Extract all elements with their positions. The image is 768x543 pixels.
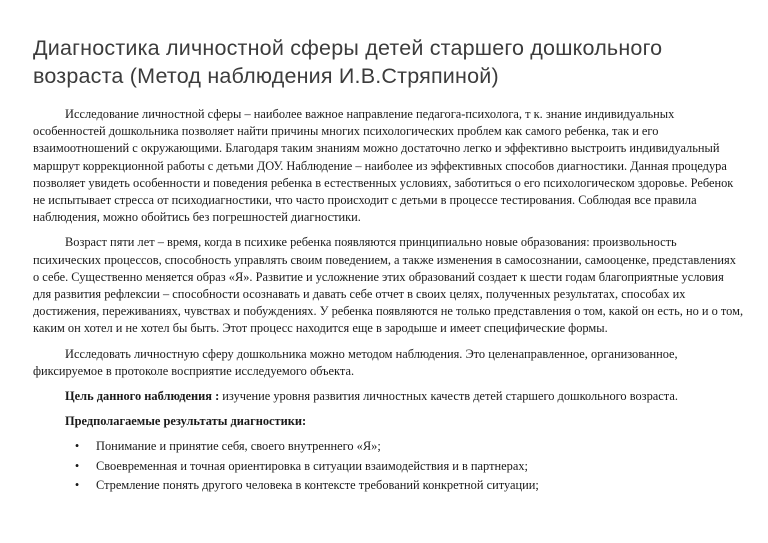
- list-item: [70, 477, 745, 494]
- results-list: [33, 438, 745, 494]
- bullet-icon: •: [74, 439, 80, 454]
- paragraph-method: Исследовать личностную сферу дошкольника можно методом наблюдения. Это целенаправленное, организованное, фиксируемое в протоколе восприятие исследуемого объекта.: [33, 346, 678, 378]
- paragraph-intro: Исследование личностной сферы – наиболее важное направление педагога-психолога, т к. знание индивидуальных особенностей дошкольника позволяет найти причины многих психологических проблем как самого ребенка, так и его взаимоотношений с окружающими. Благодаря таким знаниям можно достаточно легко и эффективно выстроить индивидуальный маршрут коррекционной работы с детьми ДОУ. Наблюдение – наиболее из эффективных способов диагностики. Данная процедура позволяет увидеть особенности и поведения ребенка в естественных условиях, заботиться о его психологическом здоровье. Ребенок не испытывает стресса от психодиагностики, что часто происходит с детьми в процессе тестирования. Соблюдая все правила наблюдения, можно обойтись без погрешностей диагностики.: [33, 107, 734, 225]
- list-item-text: Своевременная и точная ориентировка в ситуации взаимодействия и в партнерах;: [96, 458, 528, 473]
- list-item-text: Понимание и принятие себя, своего внутреннего «Я»;: [96, 439, 381, 454]
- paragraph-age: Возраст пяти лет – время, когда в психике ребенка появляются принципиально новые образования: произвольность психических процессов, способность управлять своим поведением, а также изменения в самосознании, самооценке, представлениях о себе. Существенно меняется образ «Я». Развитие и усложнение этих образований создает к шести годам благоприятные условия для развития рефлексии – способности осознавать и давать себе отчет в своих целях, полученных результатах, способах их достижения, переживаниях, чувствах и побуждениях. У ребенка появляются не только представления о том, какой он есть, но и о том, каким он хотел и не хотел бы быть. Этот процесс находится еще в зародыше и имеет специфические формы.: [33, 235, 744, 336]
- document-body: [33, 106, 745, 496]
- goal-label: Цель данного наблюдения :: [65, 389, 220, 404]
- goal-text: изучение уровня развития личностных качеств детей старшего дошкольного возраста.: [219, 389, 678, 404]
- page-title: Диагностика личностной сферы детей старшего дошкольного возраста (Метод наблюдения И.В.Стряпиной): [33, 36, 663, 88]
- goal-paragraph: [33, 388, 745, 405]
- bullet-icon: •: [74, 458, 80, 473]
- bullet-icon: •: [74, 477, 80, 492]
- list-item-text: Стремление понять другого человека в контексте требований конкретной ситуации;: [96, 477, 539, 492]
- results-heading: Предполагаемые результаты диагностики:: [65, 414, 307, 429]
- list-item: [70, 458, 745, 475]
- list-item: [70, 438, 745, 455]
